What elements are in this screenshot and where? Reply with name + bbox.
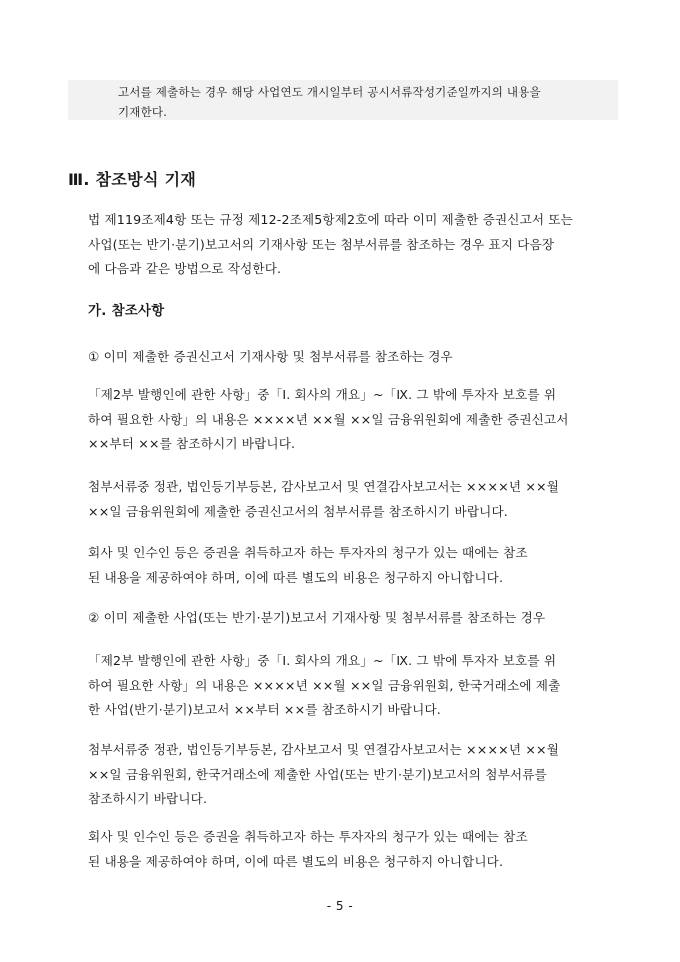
note-line-2: 기재한다. bbox=[118, 105, 168, 119]
text-line: 회사 및 인수인 등은 증권을 취득하고자 하는 투자자의 청구가 있는 때에는 참조 bbox=[88, 545, 528, 560]
continued-note-box bbox=[68, 80, 618, 120]
case1-heading: ① 이미 제출한 증권신고서 기재사항 및 첨부서류를 참조하는 경우 bbox=[88, 349, 453, 364]
text-line: ××부터 ××를 참조하시기 바랍니다. bbox=[88, 436, 296, 451]
text-line: 된 내용을 제공하여야 하며, 이에 따른 별도의 비용은 청구하지 아니합니다. bbox=[88, 569, 504, 585]
page-number: - 5 - bbox=[326, 899, 354, 913]
text-line: 「제2부 발행인에 관한 사항」중「Ⅰ. 회사의 개요」~「Ⅸ. 그 밖에 투자자 보호를 위 bbox=[88, 387, 557, 402]
case1-paragraph-2 bbox=[88, 475, 618, 524]
case1-paragraph-3 bbox=[88, 541, 618, 590]
note-line-1: 고서를 제출하는 경우 해당 사업연도 개시일부터 공시서류작성기준일까지의 내용을 bbox=[118, 85, 541, 99]
text-line: 하여 필요한 사항」의 내용은 ××××년 ××월 ××일 금융위원회, 한국거래소에 제출 bbox=[88, 677, 561, 693]
case1-paragraph-1 bbox=[88, 383, 618, 457]
text-line: 하여 필요한 사항」의 내용은 ××××년 ××월 ××일 금융위원회에 제출한 증권신고서 bbox=[88, 411, 569, 427]
text-line: 된 내용을 제공하여야 하며, 이에 따른 별도의 비용은 청구하지 아니합니다. bbox=[88, 853, 504, 869]
text-line: 「제2부 발행인에 관한 사항」중「Ⅰ. 회사의 개요」~「Ⅸ. 그 밖에 투자자 보호를 위 bbox=[88, 653, 557, 668]
section-title: Ⅲ. 참조방식 기재 bbox=[68, 170, 197, 189]
case2-paragraph-1 bbox=[88, 649, 618, 723]
text-line: 참조하시기 바랍니다. bbox=[88, 791, 208, 806]
text-line: ××일 금융위원회, 한국거래소에 제출한 사업(또는 반기·분기)보고서의 첨부서류를 bbox=[88, 766, 547, 782]
section-intro bbox=[88, 208, 618, 282]
text-line: 회사 및 인수인 등은 증권을 취득하고자 하는 투자자의 청구가 있는 때에는 참조 bbox=[88, 829, 528, 844]
text-line: 에 다음과 같은 방법으로 작성한다. bbox=[88, 261, 282, 276]
case2-paragraph-2 bbox=[88, 738, 618, 812]
subsection-title: 가. 참조사항 bbox=[88, 304, 165, 319]
text-line: 사업(또는 반기·분기)보고서의 기재사항 또는 첨부서류를 참조하는 경우 표지 다음장 bbox=[88, 236, 555, 252]
text-line: ××일 금융위원회에 제출한 증권신고서의 첨부서류를 참조하시기 바랍니다. bbox=[88, 503, 508, 519]
case2-paragraph-3 bbox=[88, 825, 618, 874]
text-line: 한 사업(반기·분기)보고서 ××부터 ××를 참조하시기 바랍니다. bbox=[88, 702, 441, 717]
text-line: 첨부서류중 정관, 법인등기부등본, 감사보고서 및 연결감사보고서는 ××××년 ××월 bbox=[88, 742, 560, 757]
text-line: 첨부서류중 정관, 법인등기부등본, 감사보고서 및 연결감사보고서는 ××××년 ××월 bbox=[88, 479, 560, 494]
text-line: 법 제119조제4항 또는 규정 제12-2조제5항제2호에 따라 이미 제출한 증권신고서 또는 bbox=[88, 212, 574, 227]
case2-heading: ② 이미 제출한 사업(또는 반기·분기)보고서 기재사항 및 첨부서류를 참조하는 경우 bbox=[88, 610, 546, 625]
